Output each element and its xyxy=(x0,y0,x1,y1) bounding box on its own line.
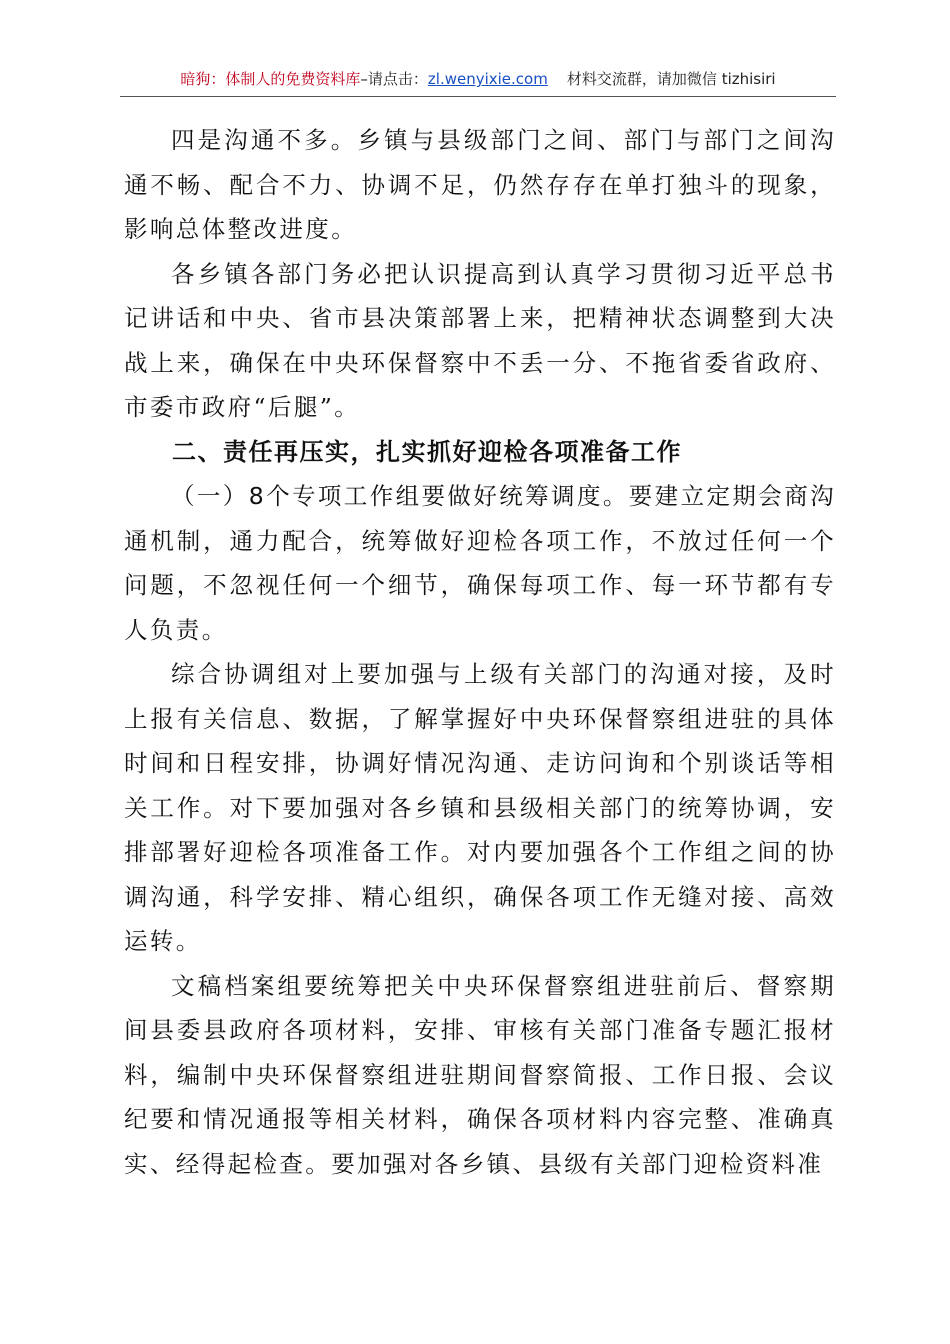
header-link[interactable]: zl.wenyixie.com xyxy=(427,70,548,88)
paragraph-requirement: 各乡镇各部门务必把认识提高到认真学习贯彻习近平总书记讲话和中央、省市县决策部署上来，把精神状态调整到大决战上来，确保在中央环保督察中不丢一分、不拖省委省政府、市委市政府“后腿”。 xyxy=(124,259,836,421)
document-body xyxy=(124,118,836,1186)
paragraph-document-group: 文稿档案组要统筹把关中央环保督察组进驻前后、督察期间县委县政府各项材料，安排、审核有关部门准备专题汇报材料，编制中央环保督察组进驻期间督察简报、工作日报、会议纪要和情况通报等相关材料，确保各项材料内容完整、准确真实、经得起检查。要加强对各乡镇、县级有关部门迎检资料准 xyxy=(124,971,836,1178)
header-prompt: –请点击： xyxy=(360,70,428,88)
paragraph-subsection-1 xyxy=(124,474,836,652)
header-divider xyxy=(120,96,836,97)
subsection-1-title: （一）8个专项工作组要做好统筹调度。 xyxy=(171,482,629,510)
header-wechat: 材料交流群，请加微信 tizhisiri xyxy=(566,70,776,88)
paragraph-coordination-group: 综合协调组对上要加强与上级有关部门的沟通对接，及时上报有关信息、数据，了解掌握好中央环保督察组进驻的具体时间和日程安排，协调好情况沟通、走访问询和个别谈话等相关工作。对下要加强对各乡镇和县级相关部门的统筹协调，安排部署好迎检各项准备工作。对内要加强各个工作组之间的协调沟通，科学安排、精心组织，确保各项工作无缝对接、高效运转。 xyxy=(124,660,836,955)
paragraph-communication: 四是沟通不多。乡镇与县级部门之间、部门与部门之间沟通不畅、配合不力、协调不足，仍然存存在单打独斗的现象，影响总体整改进度。 xyxy=(124,126,836,243)
page-header xyxy=(120,68,836,96)
section-heading-2: 二、责任再压实，扎实抓好迎检各项准备工作 xyxy=(172,437,682,466)
subsection-1-text: 要建立定期会商沟通机制，通力配合，统筹做好迎检各项工作，不放过任何一个问题，不忽视任何一个细节，确保每项工作、每一环节都有专人负责。 xyxy=(124,482,837,644)
header-brand: 暗狗：体制人的免费资料库 xyxy=(180,70,361,88)
